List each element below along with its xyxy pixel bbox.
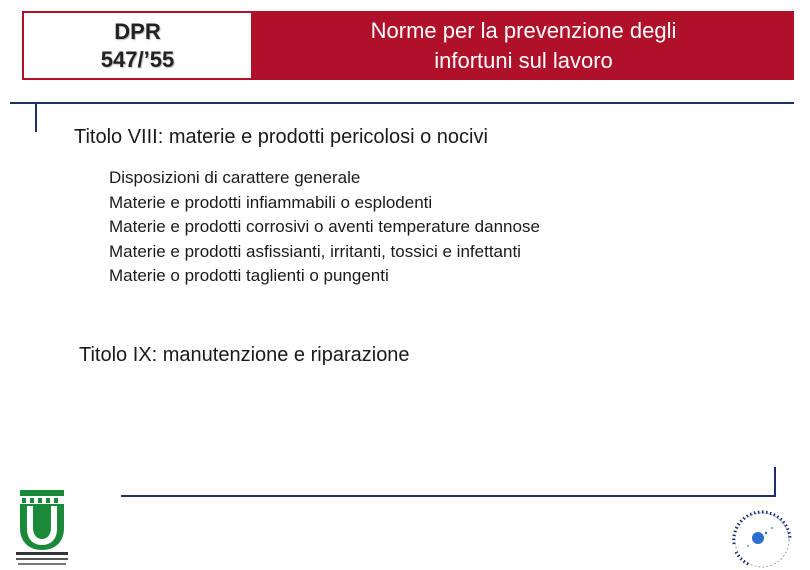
- university-logo: [14, 488, 70, 568]
- slide-title-line1: Norme per la prevenzione degli: [370, 17, 677, 43]
- section-heading-titolo-viii: Titolo VIII: materie e prodotti pericolosi o nocivi: [74, 126, 488, 148]
- section-items-list: [109, 166, 540, 289]
- slide-title-banner: [253, 11, 794, 80]
- bottom-divider: [121, 495, 776, 497]
- list-item: Materie o prodotti taglienti o pungenti: [109, 266, 389, 285]
- inaf-astrophysics-seal: [722, 500, 802, 570]
- top-divider: [10, 102, 794, 104]
- list-item: Disposizioni di carattere generale: [109, 168, 361, 187]
- slide-title-line2: infortuni sul lavoro: [434, 47, 613, 73]
- document-code-line2: 547/’55: [100, 46, 175, 72]
- document-code-line1: DPR: [114, 18, 161, 44]
- list-item: Materie e prodotti asfissianti, irritanti, tossici e infettanti: [109, 241, 521, 261]
- section-heading-titolo-ix: Titolo IX: manutenzione e riparazione: [79, 344, 410, 366]
- top-divider-tick: [35, 102, 37, 132]
- document-code-box: [22, 11, 253, 80]
- list-item: Materie e prodotti corrosivi o aventi temperature dannose: [109, 217, 540, 236]
- list-item: Materie e prodotti infiammabili o esplodenti: [109, 192, 433, 212]
- bottom-divider-tick: [774, 467, 776, 496]
